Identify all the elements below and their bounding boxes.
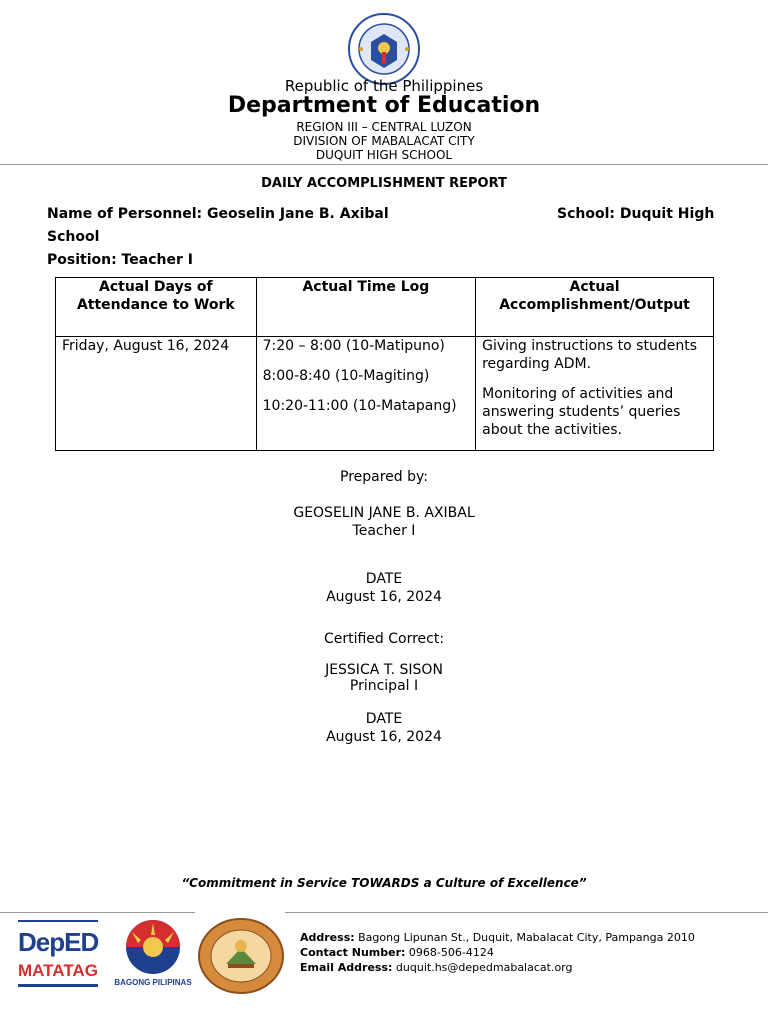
certifier-title: Principal I xyxy=(349,678,419,694)
footer-divider-right xyxy=(285,912,768,913)
output-entry: Monitoring of activities and answering students’ queries about the activities. xyxy=(482,386,681,438)
republic-heading: Republic of the Philippines xyxy=(284,77,484,95)
logo-underline xyxy=(18,984,98,987)
school-motto: “Commitment in Service TOWARDS a Culture of Excellence” xyxy=(181,876,587,890)
report-title: DAILY ACCOMPLISHMENT REPORT xyxy=(261,176,507,191)
preparer-name: GEOSELIN JANE B. AXIBAL xyxy=(293,505,475,521)
cell-date xyxy=(56,337,257,451)
department-heading: Department of Education xyxy=(227,93,541,118)
deped-logo-text: DepED xyxy=(18,927,99,957)
bagong-pilipinas-icon xyxy=(118,918,188,976)
header-time-log: Actual Time Log xyxy=(256,278,475,337)
cell-output xyxy=(476,337,714,451)
school-line: DUQUIT HIGH SCHOOL xyxy=(315,148,453,162)
email-line xyxy=(300,960,695,975)
date-label: DATE xyxy=(365,711,403,727)
region-line: REGION III – CENTRAL LUZON xyxy=(296,120,472,134)
footer-divider-left xyxy=(0,912,195,913)
deped-seal-icon xyxy=(347,12,421,86)
contact-line xyxy=(300,945,695,960)
date-label: DATE xyxy=(365,571,403,587)
duquit-school-seal-icon xyxy=(198,918,284,994)
certified-label: Certified Correct: xyxy=(323,631,445,647)
division-line: DIVISION OF MABALACAT CITY xyxy=(293,134,475,148)
certifier-name: JESSICA T. SISON xyxy=(325,662,443,678)
matatag-logo-text: MATATAG xyxy=(18,961,98,980)
address-line xyxy=(300,930,695,945)
date-value: August 16, 2024 xyxy=(326,729,442,745)
contact-value: 0968-506-4124 xyxy=(408,946,494,959)
date-value: August 16, 2024 xyxy=(326,589,442,605)
time-log-entry: 7:20 – 8:00 (10-Matipuno) xyxy=(262,338,445,354)
address-label: Address: xyxy=(300,931,355,944)
table-header-row xyxy=(56,278,714,337)
email-label: Email Address: xyxy=(300,961,393,974)
date-text: Friday, August 16, 2024 xyxy=(62,338,230,354)
logo-rule xyxy=(18,920,98,922)
school-label-continued: School xyxy=(47,229,100,245)
bagong-pilipinas-text: BAGONG PILIPINAS xyxy=(114,978,192,987)
cell-time-log xyxy=(256,337,475,451)
deped-matatag-logo xyxy=(18,920,100,990)
address-value: Bagong Lipunan St., Duquit, Mabalacat City, Pampanga 2010 xyxy=(358,931,695,944)
accomplishment-table xyxy=(55,277,714,451)
header-days: Actual Days of Attendance to Work xyxy=(56,278,257,337)
school-label: School: Duquit High xyxy=(557,206,715,222)
prepared-by-label: Prepared by: xyxy=(340,469,428,485)
personnel-name: Name of Personnel: Geoselin Jane B. Axibal xyxy=(47,206,389,222)
address-block xyxy=(300,930,695,975)
preparer-title: Teacher I xyxy=(352,523,416,539)
contact-label: Contact Number: xyxy=(300,946,406,959)
email-value[interactable]: duquit.hs@depedmabalacat.org xyxy=(395,961,573,974)
position-line: Position: Teacher I xyxy=(47,252,193,268)
header-divider xyxy=(0,164,768,165)
time-log-entry: 8:00-8:40 (10-Magiting) xyxy=(262,368,430,384)
table-row xyxy=(56,337,714,451)
time-log-entry: 10:20-11:00 (10-Matapang) xyxy=(262,398,457,414)
output-entry: Giving instructions to students regarding ADM. xyxy=(482,338,697,372)
header-output: Actual Accomplishment/Output xyxy=(476,278,714,337)
